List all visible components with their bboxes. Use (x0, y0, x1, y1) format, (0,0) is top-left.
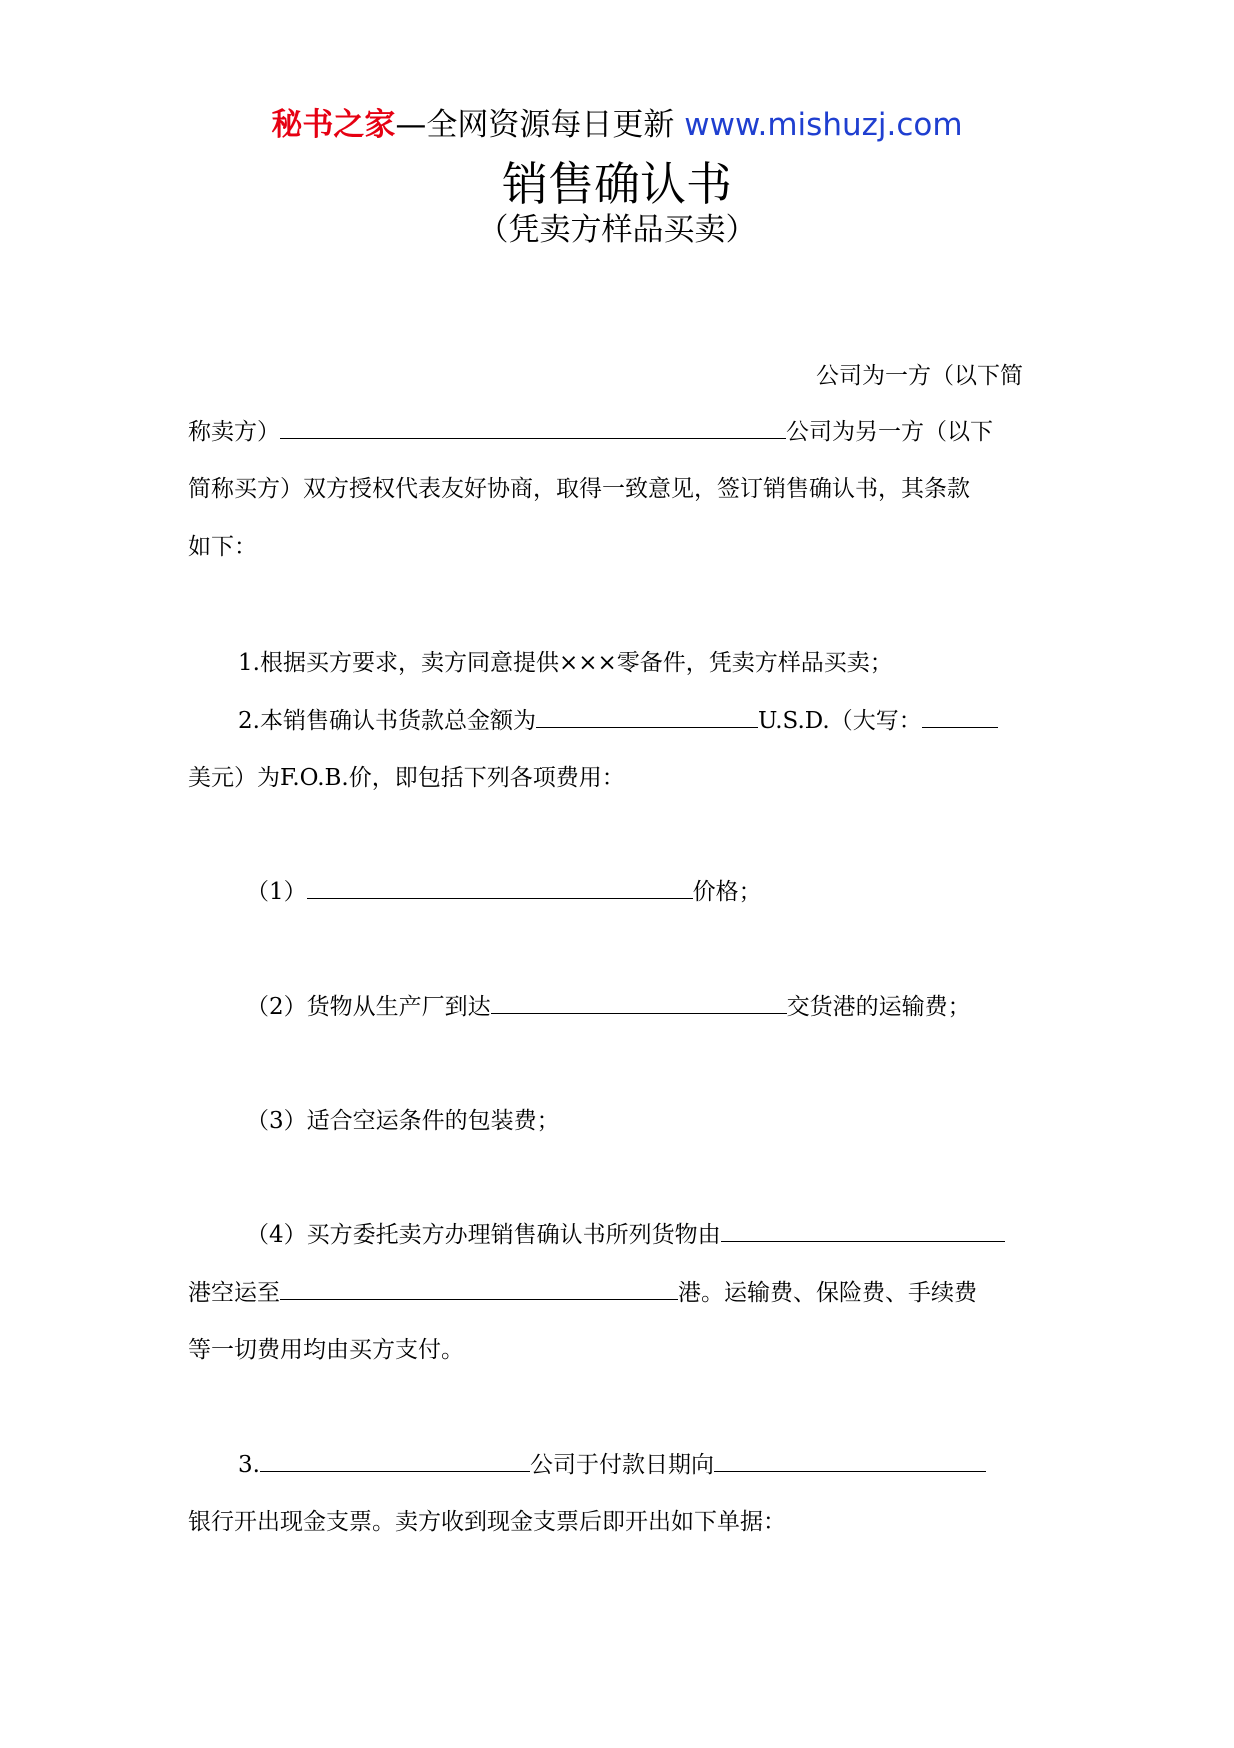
price-blank[interactable] (307, 876, 693, 899)
intro-line-2: 称卖方） 公司为另一方（以下 (188, 415, 993, 449)
clause-3-line-1: 3. 公司于付款日期向 (238, 1448, 986, 1482)
document-title: 销售确认书 (502, 157, 732, 211)
amount-in-words-blank[interactable] (922, 705, 998, 728)
seller-name-blank[interactable] (280, 416, 786, 439)
clause-3-line-2: 银行开出现金支票。卖方收到现金支票后即开出如下单据： (188, 1509, 786, 1535)
clause-2-line-2: 美元）为F.O.B.价，即包括下列各项费用： (188, 765, 625, 791)
bank-name-blank[interactable] (714, 1449, 986, 1472)
item-4-line-3: 等一切费用均由买方支付。 (188, 1337, 464, 1363)
intro-line-3: 简称买方）双方授权代表友好协商，取得一致意见，签订销售确认书，其条款 (188, 476, 970, 502)
item-4-line-2: 港空运至 港。运输费、保险费、手续费 (188, 1276, 977, 1310)
clause-1: 1.根据买方要求，卖方同意提供×××零备件，凭卖方样品买卖； (238, 650, 893, 676)
header-tagline: —全网资源每日更新 (395, 107, 675, 143)
destination-port-blank[interactable] (280, 1277, 678, 1300)
clause-2-line-1: 2.本销售确认书货款总金额为 U.S.D.（大写： (238, 704, 998, 738)
intro-line-1: 公司为一方（以下简 (816, 363, 1023, 389)
item-4-line-1: （4）买方委托卖方办理销售确认书所列货物由 (246, 1218, 1005, 1252)
item-1: （1） 价格； (246, 875, 762, 909)
site-header (0, 100, 1234, 150)
buyer-company-blank[interactable] (260, 1449, 530, 1472)
item-2: （2）货物从生产厂到达 交货港的运输费； (246, 990, 971, 1024)
intro-line-4: 如下： (188, 534, 257, 560)
total-amount-blank[interactable] (536, 705, 758, 728)
site-url[interactable]: www.mishuzj.com (684, 107, 963, 143)
document-subtitle: （凭卖方样品买卖） (477, 212, 757, 248)
delivery-port-blank[interactable] (491, 991, 787, 1014)
origin-port-blank[interactable] (721, 1219, 1005, 1242)
item-3: （3）适合空运条件的包装费； (246, 1108, 560, 1134)
brand-name: 秘书之家 (271, 107, 396, 143)
